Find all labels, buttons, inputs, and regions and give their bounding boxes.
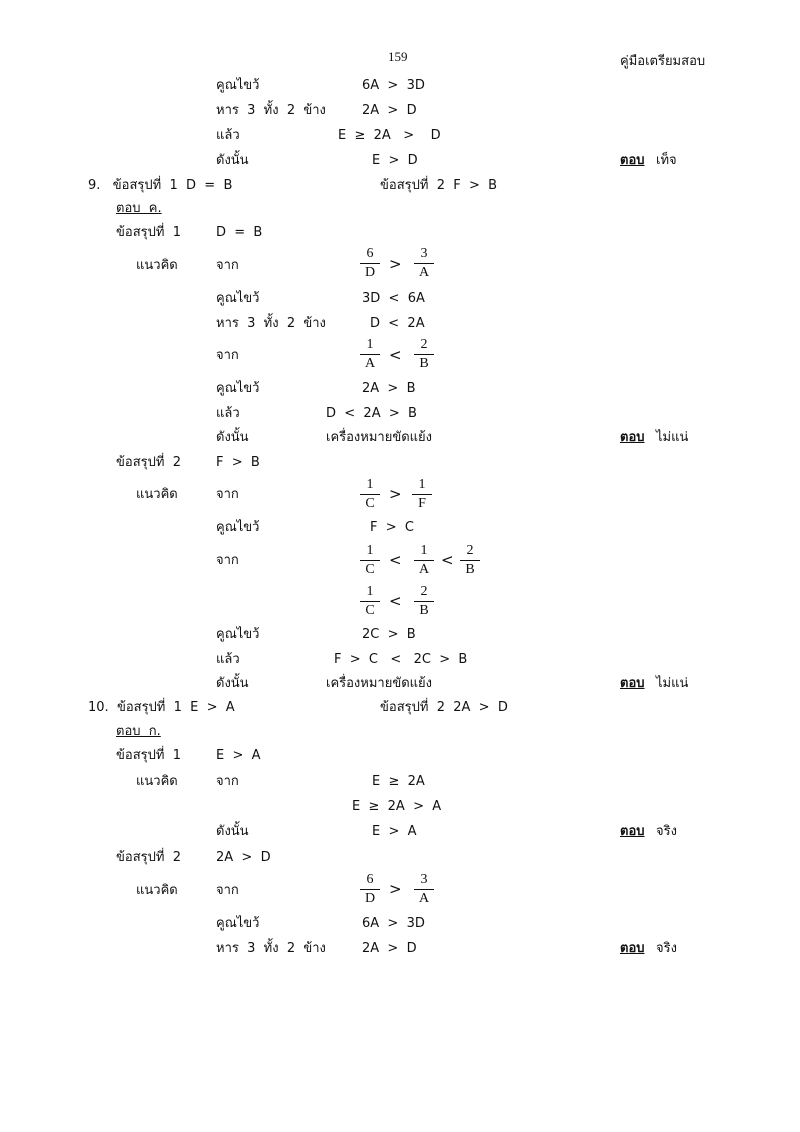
q10-c2-approach: แนวคิด <box>136 883 178 898</box>
q9-c2-cross2-expr: 2C > B <box>362 627 416 642</box>
q9-c2-frac4 <box>414 543 434 578</box>
page-number: 159 <box>388 49 408 64</box>
q9-c1-answer-label: ตอบ <box>620 430 645 445</box>
q9-c1-frac3 <box>360 337 380 372</box>
denominator: D <box>364 891 376 906</box>
denominator: F <box>418 496 426 511</box>
q10-heading-2: ข้อสรุปที่ 2 2A > D <box>380 700 508 715</box>
q10-c1-stmt: E > A <box>216 748 261 763</box>
q9-c2-op3: < <box>441 551 454 569</box>
numerator: 1 <box>412 477 432 495</box>
book-title: คู่มือเตรียมสอบ <box>620 54 706 69</box>
q9-c1-stmt: D = B <box>216 225 263 240</box>
numerator: 1 <box>360 337 380 355</box>
q10-c2-frac1 <box>360 872 380 907</box>
q9-c1-frac2 <box>414 246 434 281</box>
q9-c2-stmt: F > B <box>216 455 260 470</box>
q9-heading: 9. ข้อสรุปที่ 1 D = B <box>88 178 233 193</box>
q10-c1-from1-expr: E ≥ 2A <box>372 774 425 789</box>
q9-c2-op1: > <box>389 485 402 503</box>
q9-c1-op1: > <box>389 255 402 273</box>
q9-c1-cross1-expr: 3D < 6A <box>362 291 425 306</box>
q9-c2-so: ดังนั้น <box>216 676 249 691</box>
denominator: D <box>364 265 376 280</box>
top-answer-value: เท็จ <box>656 153 677 168</box>
q10-answer: ตอบ ก. <box>116 724 161 739</box>
q9-c2-frac5 <box>460 543 480 578</box>
q9-c2-so-expr: เครื่องหมายขัดแย้ง <box>326 676 433 691</box>
top-expr-2: 2A > D <box>362 103 417 118</box>
denominator: C <box>365 496 375 511</box>
q10-heading: 10. ข้อสรุปที่ 1 E > A <box>88 700 235 715</box>
q9-c2-frac7 <box>414 584 434 619</box>
q9-c1-answer-value: ไม่แน่ <box>656 430 689 445</box>
denominator: B <box>419 356 429 371</box>
q10-c2-answer-label: ตอบ <box>620 941 645 956</box>
top-expr-1: 6A > 3D <box>362 78 425 93</box>
q9-c2-cross2: คูณไขว้ <box>216 627 260 642</box>
top-label-4: ดังนั้น <box>216 153 249 168</box>
q10-c2-frac2 <box>414 872 434 907</box>
q9-c2-then-expr: F > C < 2C > B <box>334 652 468 667</box>
top-expr-4: E > D <box>372 153 418 168</box>
denominator: A <box>418 562 430 577</box>
q10-c1-answer-label: ตอบ <box>620 824 645 839</box>
q9-c1-frac1 <box>360 246 380 281</box>
numerator: 2 <box>460 543 480 561</box>
q10-c1-line2-expr: E ≥ 2A > A <box>352 799 442 814</box>
top-answer-label: ตอบ <box>620 153 645 168</box>
q10-c1-approach: แนวคิด <box>136 774 178 789</box>
q9-c2-from1: จาก <box>216 487 239 502</box>
q9-c1-cross1: คูณไขว้ <box>216 291 260 306</box>
q10-c2-stmt: 2A > D <box>216 850 271 865</box>
top-expr-3: E ≥ 2A > D <box>338 128 441 143</box>
denominator: C <box>365 603 375 618</box>
q9-c1-so: ดังนั้น <box>216 430 249 445</box>
denominator: B <box>465 562 475 577</box>
numerator: 3 <box>414 246 434 264</box>
q9-answer: ตอบ ค. <box>116 201 162 216</box>
q10-c2-answer-value: จริง <box>656 941 677 956</box>
q9-c1-frac4 <box>414 337 434 372</box>
q10-c2-from1: จาก <box>216 883 239 898</box>
q9-c1-label: ข้อสรุปที่ 1 <box>116 225 181 240</box>
denominator: A <box>364 356 376 371</box>
q9-c2-from2: จาก <box>216 553 239 568</box>
q9-c2-cross1: คูณไขว้ <box>216 520 260 535</box>
q9-c2-then: แล้ว <box>216 652 240 667</box>
q9-c1-div: หาร 3 ทั้ง 2 ข้าง <box>216 316 326 331</box>
top-label-3: แล้ว <box>216 128 240 143</box>
denominator: A <box>418 265 430 280</box>
denominator: B <box>419 603 429 618</box>
q9-c2-frac1 <box>360 477 380 512</box>
numerator: 2 <box>414 584 434 602</box>
q10-c1-label: ข้อสรุปที่ 1 <box>116 748 181 763</box>
numerator: 6 <box>360 872 380 890</box>
q9-c2-op2: < <box>389 551 402 569</box>
denominator: A <box>418 891 430 906</box>
q10-c2-div: หาร 3 ทั้ง 2 ข้าง <box>216 941 326 956</box>
q10-c2-cross1: คูณไขว้ <box>216 916 260 931</box>
top-label-2: หาร 3 ทั้ง 2 ข้าง <box>216 103 326 118</box>
q9-c1-div-expr: D < 2A <box>370 316 425 331</box>
q9-c2-approach: แนวคิด <box>136 487 178 502</box>
numerator: 1 <box>360 543 380 561</box>
q9-heading-2: ข้อสรุปที่ 2 F > B <box>380 178 498 193</box>
q9-c1-from2: จาก <box>216 348 239 363</box>
denominator: C <box>365 562 375 577</box>
q10-c1-from1: จาก <box>216 774 239 789</box>
top-label-1: คูณไขว้ <box>216 78 260 93</box>
q9-c1-then-expr: D < 2A > B <box>326 406 417 421</box>
q9-c2-frac2 <box>412 477 432 512</box>
q10-c1-so-expr: E > A <box>372 824 417 839</box>
q9-c2-frac6 <box>360 584 380 619</box>
q9-c2-op4: < <box>389 592 402 610</box>
q9-c1-so-expr: เครื่องหมายขัดแย้ง <box>326 430 433 445</box>
q9-c1-cross2: คูณไขว้ <box>216 381 260 396</box>
q9-c2-frac3 <box>360 543 380 578</box>
q9-c1-cross2-expr: 2A > B <box>362 381 416 396</box>
q10-c2-cross1-expr: 6A > 3D <box>362 916 425 931</box>
numerator: 6 <box>360 246 380 264</box>
q9-c2-label: ข้อสรุปที่ 2 <box>116 455 181 470</box>
q9-c2-cross1-expr: F > C <box>370 520 414 535</box>
numerator: 3 <box>414 872 434 890</box>
q10-c1-so: ดังนั้น <box>216 824 249 839</box>
q9-c2-answer-value: ไม่แน่ <box>656 676 689 691</box>
q10-c2-div-expr: 2A > D <box>362 941 417 956</box>
numerator: 1 <box>360 584 380 602</box>
q9-c1-from1: จาก <box>216 258 239 273</box>
q10-c1-answer-value: จริง <box>656 824 677 839</box>
numerator: 2 <box>414 337 434 355</box>
q9-c1-approach: แนวคิด <box>136 258 178 273</box>
q9-c2-answer-label: ตอบ <box>620 676 645 691</box>
q9-c1-then: แล้ว <box>216 406 240 421</box>
q10-c2-label: ข้อสรุปที่ 2 <box>116 850 181 865</box>
numerator: 1 <box>414 543 434 561</box>
numerator: 1 <box>360 477 380 495</box>
q9-c1-op2: < <box>389 346 402 364</box>
q10-c2-op1: > <box>389 880 402 898</box>
